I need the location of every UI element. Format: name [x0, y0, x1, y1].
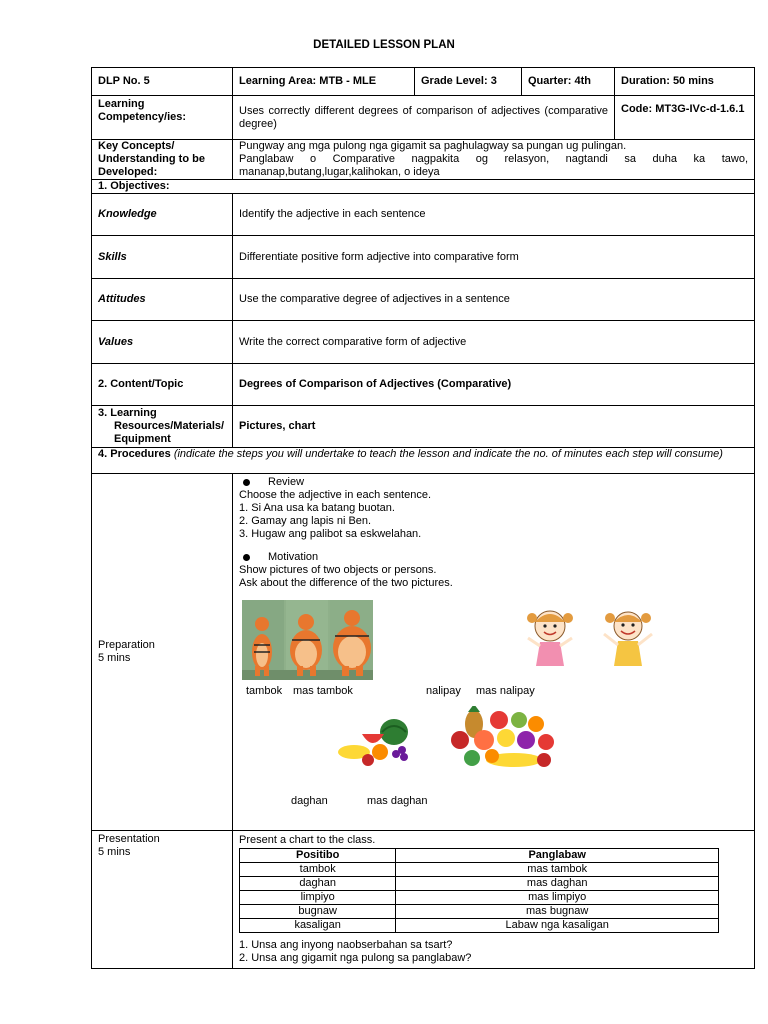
motivation-title: Motivation [268, 551, 319, 563]
chart-cell: mas bugnaw [396, 905, 719, 919]
many-fruits-image [444, 706, 559, 771]
bullet-icon [243, 479, 250, 486]
resources-text [233, 406, 755, 448]
key-concepts-line-1: Pungway ang mga pulong nga gigamit sa paghulagway sa pungan ug pulingan. [239, 140, 627, 152]
few-fruits-image [334, 712, 424, 772]
presentation-intro: Present a chart to the class. [239, 834, 376, 846]
presentation-question: 2. Unsa ang gigamit nga pulong sa panglabaw? [239, 952, 472, 964]
chart-header-panglabaw: Panglabaw [396, 849, 719, 863]
motivation-line: Show pictures of two objects or persons. [239, 564, 437, 576]
review-title: Review [268, 476, 305, 488]
caption-nalipay: nalipay [426, 685, 461, 697]
objective-attitudes-label: Attitudes [92, 279, 233, 321]
quarter: Quarter: 4th [522, 68, 615, 96]
document-title: DETAILED LESSON PLAN [313, 39, 455, 51]
caption-mas-tambok: mas tambok [293, 685, 353, 697]
grade-level: Grade Level: 3 [415, 68, 522, 96]
competency-text: Uses correctly different degrees of comparison of adjectives (comparative degree) [233, 96, 615, 140]
content-text: Degrees of Comparison of Adjectives (Comparative) [233, 364, 755, 406]
review-item: 1. Si Ana usa ka batang buotan. [239, 502, 395, 514]
objective-skills-text: Differentiate positive form adjective into comparative form [233, 236, 755, 279]
chart-row [240, 877, 719, 891]
review-item: 2. Gamay ang lapis ni Ben. [239, 515, 372, 527]
objective-values-text: Write the correct comparative form of adjective [233, 321, 755, 364]
chart-cell: limpiyo [240, 891, 396, 905]
caption-mas-daghan: mas daghan [367, 795, 428, 807]
preparation-time: 5 mins [98, 652, 131, 664]
motivation-heading [239, 551, 748, 564]
motivation-pictures [239, 590, 748, 830]
procedures-heading [92, 448, 755, 474]
objective-values-label: Values [92, 321, 233, 364]
preparation-content [233, 474, 755, 831]
bullet-icon [243, 554, 250, 561]
chart-header-row [240, 849, 719, 863]
presentation-cell [92, 831, 233, 969]
presentation-label: Presentation [98, 833, 160, 845]
motivation-line: Ask about the difference of the two pictures. [239, 577, 453, 589]
procedures-note: (indicate the steps you will undertake to teach the lesson and indicate the no. of minutes each step will consume) [173, 448, 723, 460]
chart-cell: bugnaw [240, 905, 396, 919]
competency-code: Code: MT3G-IVc-d-1.6.1 [615, 96, 755, 140]
objective-attitudes-text: Use the comparative degree of adjectives in a sentence [233, 279, 755, 321]
tiger-comparison-image [242, 600, 373, 680]
dlp-number: DLP No. 5 [92, 68, 233, 96]
chart-cell: mas tambok [396, 863, 719, 877]
caption-daghan: daghan [291, 795, 328, 807]
objective-skills-label: Skills [92, 236, 233, 279]
presentation-time: 5 mins [98, 846, 131, 858]
chart-row [240, 891, 719, 905]
key-concepts-text [233, 140, 755, 180]
preparation-cell [92, 474, 233, 831]
content-label: 2. Content/Topic [92, 364, 233, 406]
chart-cell: kasaligan [240, 919, 396, 933]
chart-cell: mas limpiyo [396, 891, 719, 905]
comparison-chart [239, 848, 719, 933]
chart-cell: mas daghan [396, 877, 719, 891]
chart-row [240, 863, 719, 877]
chart-cell: daghan [240, 877, 396, 891]
review-heading [239, 476, 748, 489]
chart-cell: tambok [240, 863, 396, 877]
objective-knowledge-text: Identify the adjective in each sentence [233, 194, 755, 236]
resources-label: 3. Learning Resources/Materials/ Equipment [92, 406, 233, 448]
presentation-content [233, 831, 755, 969]
caption-mas-nalipay: mas nalipay [476, 685, 535, 697]
key-concepts-label: Key Concepts/ Understanding to be Developed: [92, 140, 233, 180]
key-concepts-line-2: Panglabaw o Comparative nagpakita og relasyon, nagtandi sa duha ka tawo, mananap,butang,lugar,kalihokan, o ideya [239, 153, 748, 178]
chart-row [240, 905, 719, 919]
presentation-question: 1. Unsa ang inyong naobserbahan sa tsart? [239, 939, 453, 951]
chart-header-positibo: Positibo [240, 849, 396, 863]
chart-row [240, 919, 719, 933]
procedures-label: 4. Procedures [98, 448, 171, 460]
objective-knowledge-label: Knowledge [92, 194, 233, 236]
objectives-heading: 1. Objectives: [92, 180, 755, 194]
lesson-plan-table [91, 67, 755, 969]
learning-area: Learning Area: MTB - MLE [233, 68, 415, 96]
review-instruction: Choose the adjective in each sentence. [239, 489, 432, 501]
preparation-label: Preparation [98, 639, 155, 651]
review-item: 3. Hugaw ang palibot sa eskwelahan. [239, 528, 422, 540]
chart-cell: Labaw nga kasaligan [396, 919, 719, 933]
resources-value: Pictures, chart [239, 420, 316, 432]
competency-label: Learning Competency/ies: [92, 96, 233, 140]
happy-girls-image [524, 604, 664, 674]
caption-tambok: tambok [246, 685, 283, 697]
duration: Duration: 50 mins [615, 68, 755, 96]
